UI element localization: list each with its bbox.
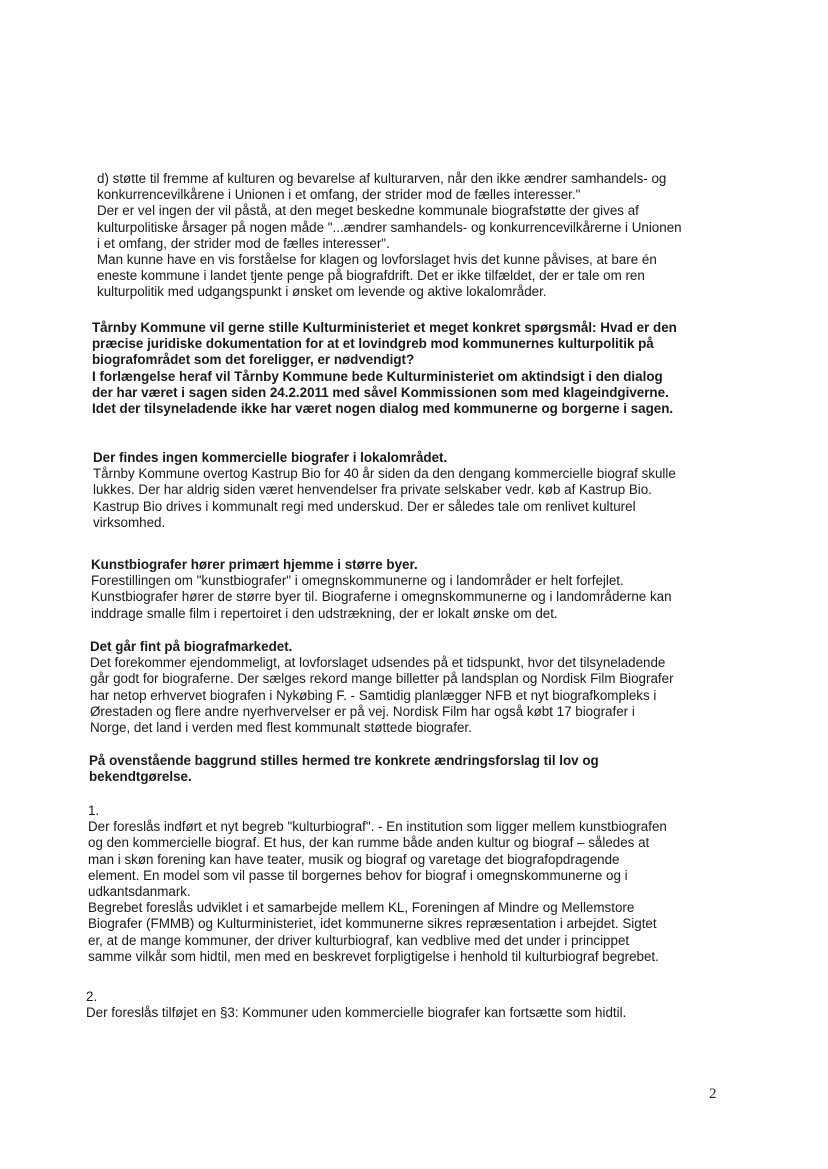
text-line: Forestillingen om "kunstbiografer" i omegnskommunerne og i landområder er helt forfejlet. [91, 573, 624, 589]
text-line: Tårnby Kommune overtog Kastrup Bio for 40 år siden da den dengang kommercielle biograf skulle [93, 466, 676, 482]
paragraph-proposals-intro [89, 753, 599, 785]
page-number: 2 [709, 1086, 717, 1102]
text-line: element. En model som vil passe til borgernes behov for biograf i omegnskommunerne og i [88, 867, 628, 883]
proposal-1 [88, 803, 667, 965]
section-heading: Der findes ingen kommercielle biografer i lokalområdet. [93, 450, 448, 465]
text-line: konkurrencevilkårene i Unionen i et omfang, der strider mod de fælles interesser." [97, 187, 581, 203]
text-line: Det forekommer ejendommeligt, at lovforslaget udsendes på et tidspunkt, hvor det tilsyneladende [90, 655, 666, 671]
text-line: udkantsdanmark. [88, 884, 191, 900]
text-line: Idet der tilsyneladende ikke har været nogen dialog med kommunerne og borgerne i sagen. [92, 401, 674, 417]
section-cinema-market [90, 639, 674, 736]
text-line: kulturpolitiske årsager på nogen måde "...ændrer samhandels- og konkurrencevilkårerne i Unionen [97, 219, 682, 235]
text-line: samme vilkår som hidtil, men med en beskrevet forpligtigelse i henhold til kulturbiograf begrebet. [88, 948, 659, 964]
text-line: præcise juridiske dokumentation for at et lovindgreb mod kommunernes kulturpolitik på [92, 336, 654, 352]
section-heading: Kunstbiografer hører primært hjemme i større byer. [91, 557, 418, 572]
paragraph-question-ministry [92, 320, 677, 417]
text-line: 1. [88, 803, 100, 818]
text-line: er, at de mange kommuner, der driver kulturbiograf, kan vedblive med det under i princippet [88, 932, 630, 948]
text-line: Der foreslås indført et nyt begreb "kulturbiograf". - En institution som ligger mellem kunstbiografen [88, 819, 667, 835]
text-line: kulturpolitik med udgangspunkt i ønsket om levende og aktive lokalområder. [97, 284, 547, 300]
text-line: På ovenstående baggrund stilles hermed tre konkrete ændringsforslag til lov og [89, 753, 599, 768]
text-line: 2. [86, 989, 98, 1004]
text-line: I forlængelse heraf vil Tårnby Kommune bede Kulturministeriet om aktindsigt i den dialog [92, 368, 663, 384]
text-line: Ørestaden og flere andre nyerhvervelser er på vej. Nordisk Film har også købt 17 biografer i [90, 703, 635, 719]
text-line: og den kommercielle biograf. Et hus, der kan rumme både anden kultur og biograf – således at [88, 835, 650, 851]
text-line: virksomhed. [93, 514, 166, 530]
text-line: Kunstbiografer hører de større byer til. Biograferne i omegnskommunerne og i landområderne kan [91, 589, 672, 605]
text-line: eneste kommune i landet tjente penge på biografdrift. Det er ikke tilfældet, der er tale om ren [97, 268, 645, 284]
paragraph-cultural-support [97, 171, 682, 301]
text-line: Begrebet foreslås udviklet i et samarbejde mellem KL, Foreningen af Mindre og Mellemstore [88, 900, 635, 916]
text-line: Norge, det land i verden med flest kommunalt støttede biografer. [90, 720, 472, 736]
text-line: Kastrup Bio drives i kommunalt regi med underskud. Der er således tale om renlivet kulturel [93, 498, 636, 514]
text-line: inddrage smalle film i repertoiret i den udstrækning, der er lokalt ønske om det. [91, 605, 558, 621]
text-line: d) støtte til fremme af kulturen og bevarelse af kulturarven, når den ikke ændrer samhandels- og [97, 171, 667, 186]
section-art-cinemas [91, 557, 672, 622]
proposal-2 [86, 989, 626, 1021]
section-heading: Det går fint på biografmarkedet. [90, 639, 293, 654]
text-line: Der foreslås tilføjet en §3: Kommuner uden kommercielle biografer kan fortsætte som hidtil. [86, 1005, 627, 1021]
section-no-commercial-cinemas [93, 450, 676, 531]
text-line: Tårnby Kommune vil gerne stille Kulturministeriet et meget konkret spørgsmål: Hvad er den [92, 320, 677, 335]
text-line: biografområdet som det foreligger, er nødvendigt? [92, 352, 415, 368]
text-line: Biografer (FMMB) og Kulturministeriet, idet kommunerne sikres repræsentation i arbejdet. Sigtet [88, 916, 657, 932]
text-line: i et omfang, der strider mod de fælles interesser". [97, 235, 390, 251]
text-line: der har været i sagen siden 24.2.2011 med såvel Kommissionen som med klageindgiverne. [92, 384, 669, 400]
text-line: lukkes. Der har aldrig siden været henvendelser fra private selskaber vedr. køb af Kastrup Bio. [93, 482, 652, 498]
text-line: Man kunne have en vis forståelse for klagen og lovforslaget hvis det kunne påvises, at bare én [97, 252, 657, 268]
text-line: man i skøn forening kan have teater, musik og biograf og varetage det biografopdragende [88, 851, 620, 867]
text-line: har netop erhvervet biografen i Nykøbing F. - Samtidig planlægger NFB et nyt biografkompleks i [90, 687, 657, 703]
text-line: Der er vel ingen der vil påstå, at den meget beskedne kommunale biografstøtte der gives af [97, 203, 639, 219]
text-line: bekendtgørelse. [89, 769, 192, 785]
text-line: går godt for biograferne. Der sælges rekord mange billetter på landsplan og Nordisk Film Biografer [90, 671, 674, 687]
